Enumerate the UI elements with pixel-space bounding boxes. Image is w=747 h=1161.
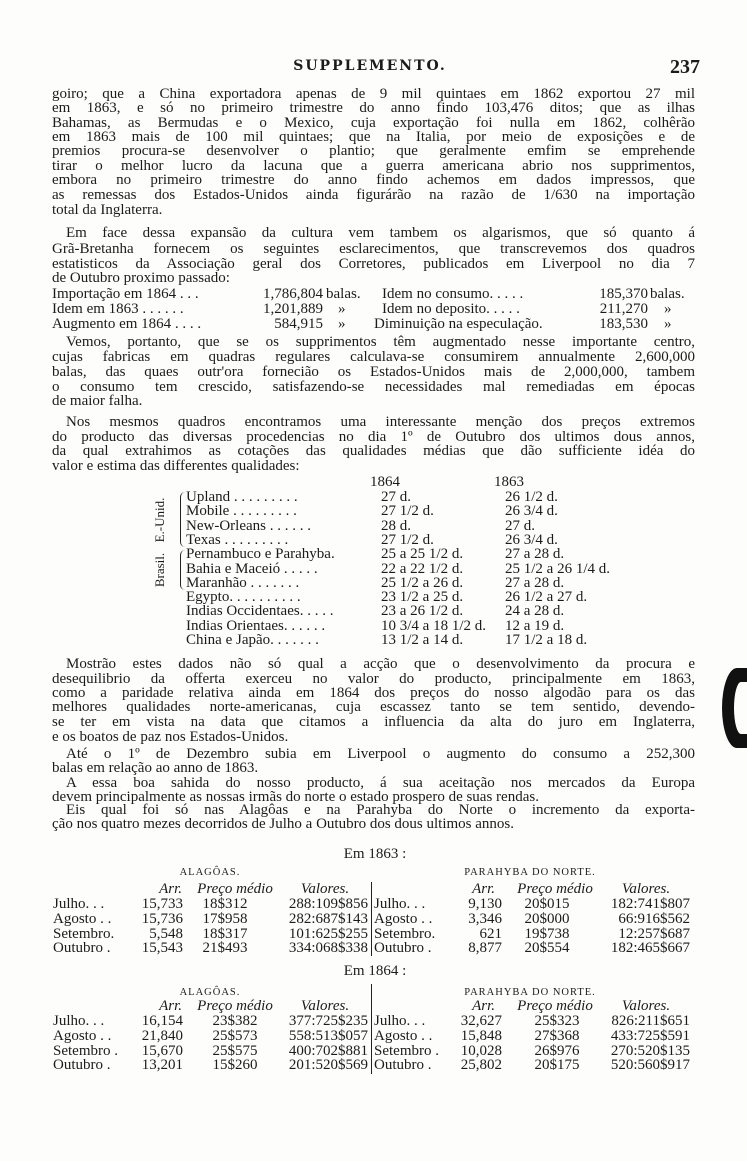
stat-value: 1,201,889 (263, 301, 323, 317)
stat-label: Importação em 1864 . . . (52, 286, 199, 302)
paragraph-line: como a paridade relativa ainda em 1864 dos preços do nosso algodão para os das (52, 685, 695, 701)
arrobas-value: 8,877 (468, 940, 502, 957)
stat-label: Diminuição na especulação. (374, 316, 543, 332)
price-1863: 26 1/2 d. (505, 489, 558, 505)
origin-name: Pernambuco e Parahyba. (186, 546, 335, 563)
price-1864: 23 1/2 a 25 d. (381, 589, 464, 606)
paragraph-line: da qual extrahimos as cotações das qualidades médias que dão sufficiente idéa do (52, 443, 695, 459)
paragraph-line: Grã-Bretanha fornecem os seguintes esclarecimentos, que transcrevemos dos quadros (52, 241, 695, 257)
paragraph-line: cujas fabricas em quadras regulares calculava-se consumirem annualmente 2,600,000 (52, 349, 695, 365)
arrobas-value: 16,154 (141, 1013, 183, 1029)
average-price: 20$554 (524, 940, 570, 957)
total-value: 101:625$255 (288, 925, 368, 942)
month-label: Setembro . (53, 1042, 118, 1059)
total-value: 377:725$235 (288, 1013, 368, 1029)
stat-unit: balas. (650, 286, 685, 302)
stat-value: 584,915 (274, 316, 323, 332)
column-header: Arr. (159, 881, 182, 897)
price-1863: 26 3/4 d. (505, 503, 558, 520)
arrobas-value: 15,733 (141, 896, 183, 912)
paragraph-line: desequilibrio da offerta exerceu no valor do producto, principalmente em 1863, (52, 671, 695, 687)
paragraph-line: Vemos, portanto, que se os supprimentos têm augmentado nesse importante centro, (66, 334, 695, 350)
total-value: 12:257$687 (618, 925, 690, 942)
column-header: Arr. (472, 998, 495, 1014)
stat-unit: » (338, 316, 346, 332)
paragraph-line: devem principalmente as nossas irmãs do norte o estado prospero de suas rendas. (52, 789, 539, 805)
arrobas-value: 15,736 (141, 910, 183, 927)
average-price: 25$573 (212, 1027, 258, 1044)
stat-unit: balas. (326, 286, 361, 302)
stat-value: 185,370 (599, 286, 648, 302)
year-header-1864: 1864 (370, 474, 400, 490)
average-price: 20$175 (534, 1057, 580, 1074)
total-value: 826:211$651 (611, 1013, 690, 1029)
group-label-brasil: Brasil. (152, 552, 167, 588)
average-price: 26$976 (534, 1042, 580, 1059)
total-value: 334:068$338 (288, 940, 368, 957)
arrobas-value: 9,130 (468, 896, 502, 912)
price-1864: 27 1/2 d. (381, 503, 434, 520)
year-header-1863: 1863 (494, 474, 524, 490)
running-header: SUPPLEMENTO. (293, 58, 447, 74)
month-label: Agosto . . (53, 1027, 112, 1044)
month-label: Julho. . . (374, 896, 426, 912)
paragraph-line: premios procura-se desenvolver o plantio; que geralmente emfim se emprehende (52, 143, 695, 159)
paragraph-line: Em face dessa expansão da cultura vem tambem os algarismos, que só quanto á (66, 225, 695, 241)
region-alagoas: ALAGÔAS. (179, 987, 241, 998)
paragraph-line: estatisticos da Associação geral dos Corretores, publicados em Liverpool no dia 7 (52, 256, 695, 272)
region-alagoas: ALAGÔAS. (179, 867, 241, 878)
average-price: 25$575 (212, 1042, 258, 1059)
average-price: 18$312 (202, 896, 248, 912)
origin-name: Maranhão . . . . . . . (186, 574, 300, 591)
arrobas-value: 15,543 (141, 940, 183, 957)
price-1863: 27 a 28 d. (505, 546, 565, 563)
paragraph-line: em 1863, e só no primeiro trimestre do anno findo 103,476 ditos; que as ilhas (52, 100, 695, 116)
total-value: 270:520$135 (610, 1042, 690, 1059)
paragraph-line: em 1863 mais de 100 mil quintaes; que na Italia, por meio de exposições e de (52, 129, 695, 145)
month-label: Agosto . . (53, 910, 112, 927)
average-price: 21$493 (202, 940, 248, 957)
total-value: 433:725$591 (610, 1027, 690, 1044)
binding-hole-mark (722, 668, 747, 748)
stat-value: 1,786,804 (263, 286, 323, 302)
average-price: 20$015 (524, 896, 570, 912)
origin-name: Bahia e Maceió . . . . . (186, 560, 318, 577)
price-1864: 13 1/2 a 14 d. (381, 632, 464, 648)
arrobas-value: 13,201 (141, 1057, 183, 1074)
stat-label: Idem no deposito. . . . . (382, 301, 520, 317)
stat-label: Augmento em 1864 . . . . (52, 316, 202, 332)
arrobas-value: 21,840 (141, 1027, 183, 1044)
arrobas-value: 3,346 (468, 910, 502, 927)
paragraph-line: embora no primeiro trimestre do anno findo achemos em dados impressos, que (52, 172, 695, 188)
month-label: Agosto . . (374, 1027, 433, 1044)
arrobas-value: 5,548 (149, 925, 183, 942)
year-heading: Em 1863 : (343, 846, 407, 862)
stat-value: 211,270 (599, 301, 648, 317)
paragraph-line: balas em relação ao anno de 1863. (52, 760, 259, 776)
average-price: 20$000 (524, 910, 570, 927)
price-1864: 27 1/2 d. (381, 531, 434, 548)
stat-unit: » (338, 301, 346, 317)
price-1863: 26 1/2 a 27 d. (505, 589, 588, 606)
brace-eua (180, 492, 185, 547)
average-price: 23$382 (212, 1013, 258, 1029)
average-price: 27$368 (534, 1027, 580, 1044)
column-header: Preço médio (517, 881, 593, 897)
origin-name: Mobile . . . . . . . . . (186, 503, 297, 520)
origin-name: Indias Occidentaes. . . . . (186, 603, 334, 620)
paragraph-line: valor e estima das differentes qualidades: (52, 458, 300, 474)
stat-label: Idem no consumo. . . . . (382, 286, 524, 302)
column-header: Preço médio (197, 998, 273, 1014)
paragraph-line: A essa boa sahida do nosso producto, á sua aceitação nos mercados da Europa (66, 775, 695, 791)
month-label: Setembro. (53, 925, 115, 942)
total-value: 400:702$881 (288, 1042, 368, 1059)
group-label-eua: E.-Unid. (152, 497, 167, 543)
price-1863: 17 1/2 a 18 d. (505, 632, 588, 648)
price-1864: 27 d. (381, 489, 411, 505)
paragraph-line: tirar o melhor lucro da lacuna que a guerra americana abrio nos supprimentos, (52, 158, 695, 174)
average-price: 15$260 (212, 1057, 258, 1074)
origin-name: Upland . . . . . . . . . (186, 489, 298, 505)
price-1864: 25 1/2 a 26 d. (381, 574, 464, 591)
paragraph-line: melhores qualidades norte-americanas, cuja escassez tanto se tem sentido, devendo- (52, 699, 695, 715)
arrobas-value: 15,670 (141, 1042, 183, 1059)
arrobas-value: 10,028 (460, 1042, 502, 1059)
month-label: Agosto . . (374, 910, 433, 927)
column-header: Preço médio (517, 998, 593, 1014)
month-label: Outubro . (374, 940, 432, 957)
origin-name: Egypto. . . . . . . . . . (186, 589, 301, 606)
average-price: 25$323 (534, 1013, 580, 1029)
price-1863: 26 3/4 d. (505, 531, 558, 548)
average-price: 17$958 (202, 910, 248, 927)
region-parahyba: PARAHYBA DO NORTE. (464, 867, 596, 878)
month-label: Julho. . . (53, 1013, 105, 1029)
stat-unit: » (664, 316, 672, 332)
origin-name: New-Orleans . . . . . . (186, 517, 311, 534)
paragraph-line: Mostrão estes dados não só qual a acção que o desenvolvimento da procura e (66, 656, 695, 672)
column-header: Valores. (300, 881, 350, 897)
table-divider (371, 882, 372, 956)
paragraph-line: de Outubro proximo passado: (52, 270, 230, 286)
price-1864: 28 d. (381, 517, 411, 534)
month-label: Julho. . . (53, 896, 105, 912)
month-label: Setembro. (374, 925, 436, 942)
paragraph-line: o consumo tem crescido, satisfazendo-se necessidades mal remediadas em épocas (52, 379, 695, 395)
arrobas-value: 621 (479, 925, 502, 942)
paragraph-line: total da Inglaterra. (52, 202, 163, 218)
total-value: 558:513$057 (288, 1027, 368, 1044)
column-header: Valores. (300, 998, 350, 1014)
column-header: Valores. (621, 998, 671, 1014)
paragraph-line: de maior falha. (52, 393, 143, 409)
month-label: Outubro . (53, 1057, 111, 1074)
stat-value: 183,530 (599, 316, 648, 332)
price-1864: 25 a 25 1/2 d. (381, 546, 464, 563)
average-price: 18$317 (202, 925, 248, 942)
price-1864: 23 a 26 1/2 d. (381, 603, 464, 620)
origin-name: Indias Orientaes. . . . . . (186, 617, 326, 634)
origin-name: China e Japão. . . . . . . (186, 632, 319, 648)
total-value: 520:560$917 (610, 1057, 690, 1074)
column-header: Arr. (159, 998, 182, 1014)
price-1864: 22 a 22 1/2 d. (381, 560, 464, 577)
region-parahyba: PARAHYBA DO NORTE. (464, 987, 596, 998)
paragraph-line: do producto das diversas procedencias no dia 1º de Outubro dos ultimos dous annos, (52, 429, 695, 445)
page-number: 237 (670, 56, 700, 78)
price-1863: 12 a 19 d. (505, 617, 565, 634)
stat-unit: » (664, 301, 672, 317)
total-value: 182:741$807 (610, 896, 690, 912)
paragraph-line: Até o 1º de Dezembro subia em Liverpool o augmento do consumo a 252,300 (66, 746, 695, 762)
brace-brasil (180, 550, 185, 590)
paragraph-line: as remessas dos Estados-Unidos ainda figurárão na razão de 1/630 na importação (52, 187, 695, 203)
total-value: 66:916$562 (618, 910, 690, 927)
column-header: Preço médio (197, 881, 273, 897)
month-label: Outubro . (374, 1057, 432, 1074)
average-price: 19$738 (524, 925, 570, 942)
price-1864: 10 3/4 a 18 1/2 d. (381, 617, 486, 634)
month-label: Setembro . (374, 1042, 439, 1059)
year-heading: Em 1864 : (343, 963, 407, 979)
total-value: 282:687$143 (288, 910, 368, 927)
price-1863: 25 1/2 a 26 1/4 d. (505, 560, 610, 577)
month-label: Outubro . (53, 940, 111, 957)
table-divider (371, 984, 372, 1074)
month-label: Julho. . . (374, 1013, 426, 1029)
paragraph-line: e os boatos de paz nos Estados-Unidos. (52, 729, 289, 745)
paragraph-line: goiro; que a China exportadora apenas de 9 mil quintaes em 1862 exportou 27 mil (52, 86, 695, 102)
paragraph-line: Nos mesmos quadros encontramos uma interessante menção dos preços extremos (66, 414, 695, 430)
price-1863: 27 d. (505, 517, 535, 534)
total-value: 182:465$667 (610, 940, 690, 957)
paragraph-line: se ter em vista na data que citamos a influencia da alta do juro em Inglaterra, (52, 714, 695, 730)
total-value: 288:109$856 (288, 896, 368, 912)
paragraph-line: ção nos quatro mezes decorridos de Julho a Outubro dos dous ultimos annos. (52, 816, 515, 832)
price-1863: 27 a 28 d. (505, 574, 565, 591)
origin-name: Texas . . . . . . . . . (186, 531, 289, 548)
arrobas-value: 15,848 (460, 1027, 502, 1044)
price-1863: 24 a 28 d. (505, 603, 565, 620)
paragraph-line: Bahamas, as Bermudas e o Mexico, cuja exportação foi nulla em 1862, colhêrão (52, 115, 695, 131)
paragraph-line: balas, das quaes outr'ora fornecião os Estados-Unidos mais de 2,000,000, tambem (52, 364, 695, 380)
column-header: Arr. (472, 881, 495, 897)
arrobas-value: 32,627 (460, 1013, 502, 1029)
paragraph-line: Eis qual foi só nas Alagôas e na Parahyba do Norte o incremento da exporta- (66, 802, 695, 818)
total-value: 201:520$569 (288, 1057, 368, 1074)
arrobas-value: 25,802 (460, 1057, 502, 1074)
stat-label: Idem em 1863 . . . . . . (52, 301, 184, 317)
column-header: Valores. (621, 881, 671, 897)
